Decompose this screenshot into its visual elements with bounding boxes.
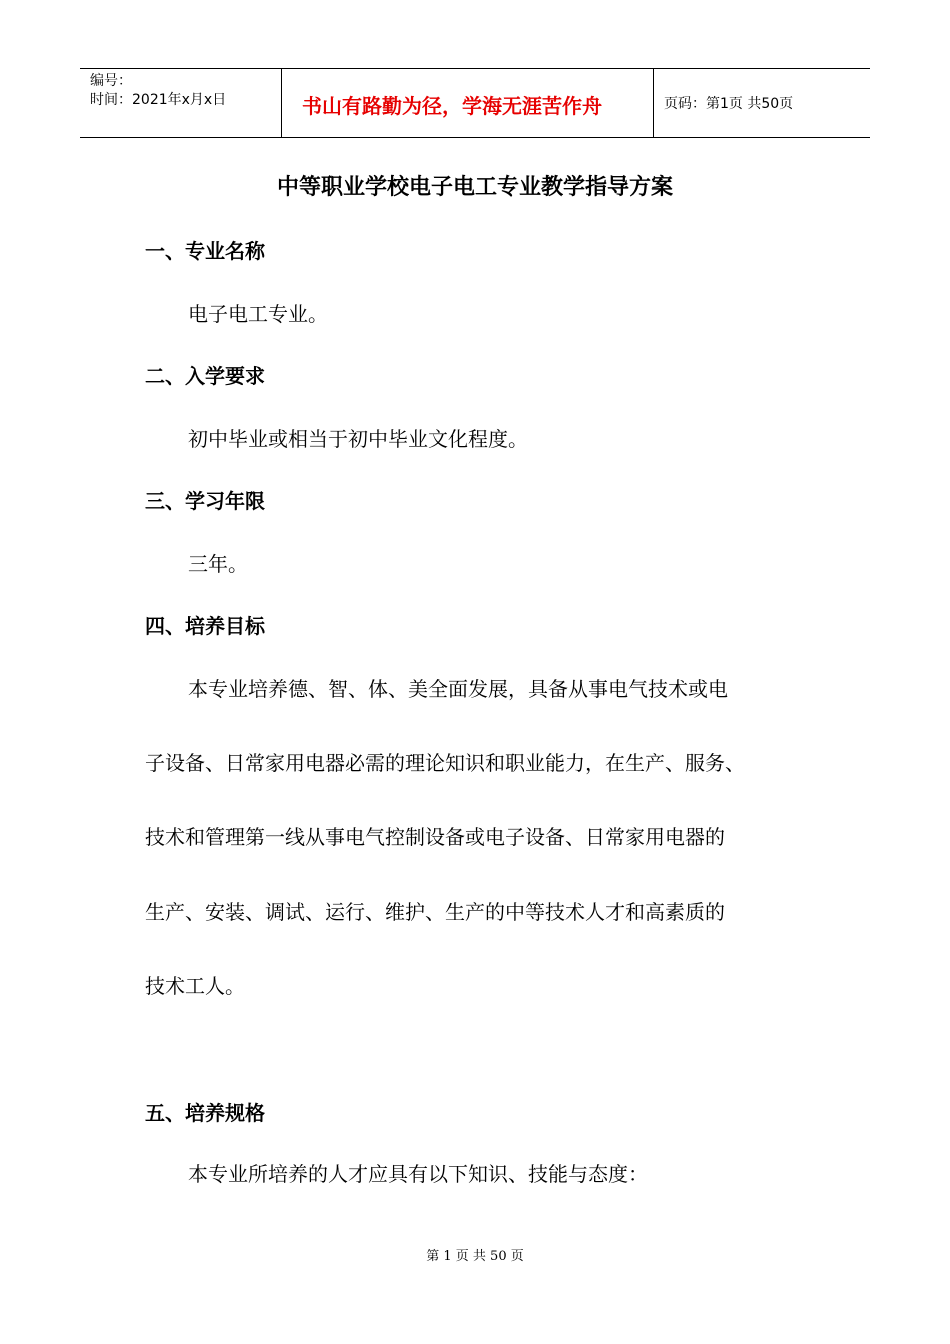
section-body-4-line-5: 技术工人。 [145, 974, 245, 998]
section-body-4-line-4: 生产、安装、调试、运行、维护、生产的中等技术人才和高素质的 [145, 900, 725, 924]
number-label: 编号： [90, 73, 132, 89]
section-body-3: 三年。 [188, 552, 248, 576]
document-title: 中等职业学校电子电工专业教学指导方案 [276, 175, 673, 200]
header-motto: 书山有路勤为径，学海无涯苦作舟 [282, 69, 654, 137]
date-label: 时间：2021年x月x日 [90, 92, 227, 108]
section-body-1: 电子电工专业。 [188, 302, 328, 326]
section-heading-1: 一、专业名称 [145, 239, 265, 263]
section-body-2: 初中毕业或相当于初中毕业文化程度。 [188, 427, 528, 451]
section-heading-4: 四、培养目标 [145, 614, 265, 638]
section-body-4-line-2: 子设备、日常家用电器必需的理论知识和职业能力，在生产、服务、 [145, 751, 745, 775]
page-footer: 第 1 页 共 50 页 [426, 1249, 524, 1264]
section-body-4-line-3: 技术和管理第一线从事电气控制设备或电子设备、日常家用电器的 [145, 825, 725, 849]
section-body-4-line-1: 本专业培养德、智、体、美全面发展，具备从事电气技术或电 [188, 677, 728, 701]
header-page-info: 页码：第1页 共50页 [664, 96, 794, 112]
section-heading-2: 二、入学要求 [145, 364, 265, 388]
section-heading-5: 五、培养规格 [145, 1101, 265, 1125]
section-heading-3: 三、学习年限 [145, 489, 265, 513]
header-meta [80, 69, 282, 137]
section-body-5: 本专业所培养的人才应具有以下知识、技能与态度： [188, 1162, 648, 1186]
document-header [80, 68, 870, 138]
